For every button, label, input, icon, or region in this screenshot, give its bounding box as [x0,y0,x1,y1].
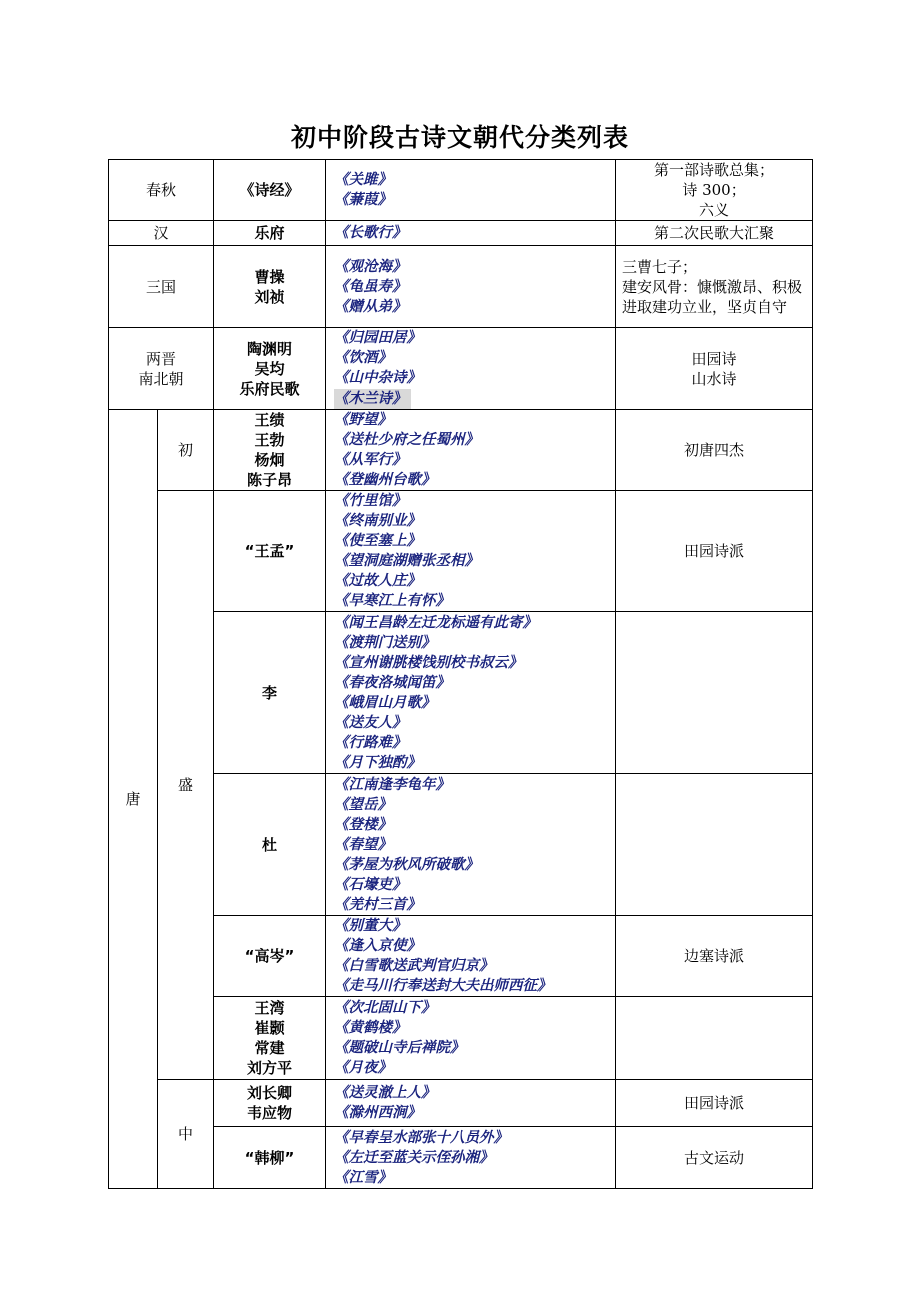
dynasty-cell: 三国 [109,246,214,328]
poem-title: 《行路难》 [334,733,407,751]
author-name: 杨炯 [254,451,285,469]
author-cell [214,328,326,410]
poem-title: 《羌村三首》 [334,895,422,913]
poetry-table [108,159,813,1189]
poem-title: 《饮酒》 [334,349,393,366]
poem-title: 《登楼》 [334,815,393,833]
works-cell [326,997,616,1080]
table-row [109,612,813,774]
poem-title: 《江雪》 [334,1168,393,1186]
works-cell [326,774,616,916]
note-cell [616,997,813,1080]
author-name: 陶渊明 [247,339,293,358]
note-cell: 边塞诗派 [616,916,813,997]
poem-title: 《月下独酌》 [334,753,422,771]
dynasty-cell [109,328,214,410]
poem-title: 《江南逢李龟年》 [334,775,451,793]
works-cell [326,221,616,246]
works-cell [326,328,616,410]
note-cell [616,328,813,410]
works-cell [326,410,616,491]
poem-title: 《归园田居》 [334,329,422,346]
poem-title: 《茅屋为秋风所破歌》 [334,855,480,873]
poem-title: 《走马川行奉送封大夫出师西征》 [334,977,552,994]
poem-title: 《送灵澈上人》 [334,1084,436,1101]
note-text: 诗 300； [682,181,746,199]
poem-title: 《望洞庭湖赠张丞相》 [334,552,480,569]
works-cell [326,246,616,328]
poem-title: 《过故人庄》 [334,572,422,589]
dynasty-cell: 汉 [109,221,214,246]
author-cell: “韩柳” [214,1127,326,1189]
poem-title: 《山中杂诗》 [334,369,422,386]
note-text: 三曹七子； [622,257,698,276]
author-cell: 《诗经》 [214,160,326,221]
author-cell: “王孟” [214,491,326,612]
author-name: 曹操 [254,267,285,286]
poem-title: 《春望》 [334,835,393,853]
author-name: 王勃 [254,431,285,449]
author-cell: “高岑” [214,916,326,997]
table-row [109,160,813,221]
author-name: 吴均 [254,359,285,378]
author-cell: 杜 [214,774,326,916]
works-cell [326,491,616,612]
author-name: 刘长卿 [247,1084,293,1102]
table-row [109,328,813,410]
dynasty-cell: 唐 [109,410,158,1189]
poem-title: 《题破山寺后禅院》 [334,1039,465,1056]
poem-title: 《长歌行》 [334,224,407,241]
poem-title: 《白雪歌送武判官归京》 [334,957,494,974]
table-row [109,1080,813,1127]
poem-title: 《早春呈水部张十八员外》 [334,1128,509,1146]
table-row [109,997,813,1080]
poem-title: 《别董大》 [334,917,407,934]
table-row [109,774,813,916]
author-name: 乐府民歌 [239,379,300,398]
poem-title: 《从军行》 [334,451,407,468]
works-cell [326,916,616,997]
poem-title: 《早寒江上有怀》 [334,592,451,609]
dynasty-name: 两晋 [146,349,177,368]
poem-title: 《送杜少府之任蜀州》 [334,431,480,448]
note-cell: 田园诗派 [616,491,813,612]
table-row [109,1127,813,1189]
author-name: 陈子昂 [247,471,293,489]
author-name: 王湾 [254,999,285,1017]
period-cell: 中 [158,1080,214,1189]
author-cell [214,246,326,328]
poem-title: 《逢入京使》 [334,937,422,954]
author-cell [214,997,326,1080]
author-cell [214,1080,326,1127]
poem-title: 《观沧海》 [334,257,407,275]
note-cell: 田园诗派 [616,1080,813,1127]
dynasty-name: 南北朝 [138,369,184,388]
note-cell [616,774,813,916]
poem-title: 《左迁至蓝关示侄孙湘》 [334,1148,494,1166]
period-cell: 初 [158,410,214,491]
author-name: 王绩 [254,411,285,429]
poem-title: 《石壕吏》 [334,875,407,893]
note-cell: 初唐四杰 [616,410,813,491]
note-text: 第一部诗歌总集； [654,161,775,179]
period-cell: 盛 [158,491,214,1080]
poem-title: 《滁州西涧》 [334,1104,422,1121]
poem-title: 《终南别业》 [334,512,422,529]
poem-title: 《闻王昌龄左迁龙标遥有此寄》 [334,613,538,631]
author-name: 崔颢 [254,1019,285,1037]
note-cell: 第二次民歌大汇聚 [616,221,813,246]
poem-title: 《赠从弟》 [334,297,407,315]
dynasty-cell: 春秋 [109,160,214,221]
poem-title: 《关雎》 [334,171,393,188]
author-cell: 乐府 [214,221,326,246]
note-cell [616,160,813,221]
note-cell [616,246,813,328]
poem-title: 《宣州谢朓楼饯别校书叔云》 [334,653,523,671]
table-row [109,221,813,246]
note-text: 田园诗 [691,349,737,368]
poem-title: 《竹里馆》 [334,492,407,509]
note-text: 山水诗 [691,369,737,388]
poem-title: 《峨眉山月歌》 [334,693,436,711]
works-cell [326,160,616,221]
note-cell: 古文运动 [616,1127,813,1189]
works-cell [326,1080,616,1127]
table-row [109,410,813,491]
poem-title: 《月夜》 [334,1059,393,1076]
poem-title-highlighted: 《木兰诗》 [334,389,411,409]
poem-title: 《黄鹤楼》 [334,1019,407,1036]
poem-title: 《渡荆门送别》 [334,633,436,651]
note-cell [616,612,813,774]
author-cell [214,410,326,491]
poem-title: 《春夜洛城闻笛》 [334,673,451,691]
works-cell [326,612,616,774]
poem-title: 《龟虽寿》 [334,277,407,295]
poem-title: 《望岳》 [334,795,393,813]
author-cell: 李 [214,612,326,774]
poem-title: 《送友人》 [334,713,407,731]
note-text: 六义 [699,201,730,219]
poem-title: 《野望》 [334,411,393,428]
table-row [109,246,813,328]
author-name: 常建 [254,1039,285,1057]
poem-title: 《登幽州台歌》 [334,471,436,488]
poem-title: 《次北固山下》 [334,999,436,1016]
table-row [109,916,813,997]
page-title: 初中阶段古诗文朝代分类列表 [290,123,629,152]
works-cell [326,1127,616,1189]
poem-title: 《蒹葭》 [334,191,393,208]
note-text: 建安风骨：慷慨激昂、积极进取建功立业，坚贞自守 [622,277,803,316]
author-name: 韦应物 [247,1104,293,1122]
author-name: 刘祯 [254,287,285,306]
author-name: 刘方平 [247,1059,293,1077]
table-row [109,491,813,612]
poem-title: 《使至塞上》 [334,532,422,549]
